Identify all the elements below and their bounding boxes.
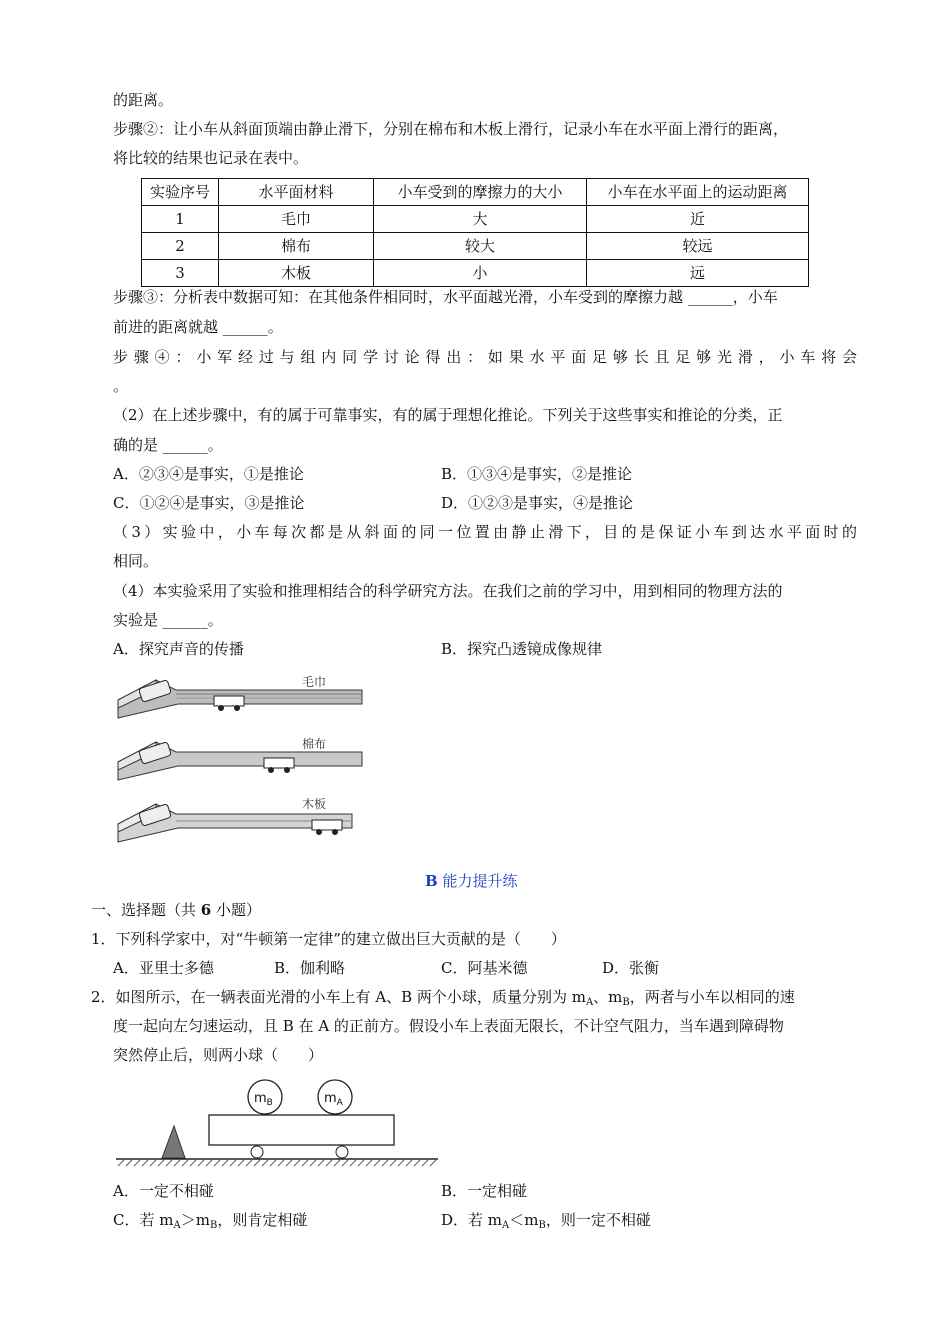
ramp-experiment-figure (116, 668, 366, 858)
cart-balls-figure (114, 1076, 440, 1172)
mc2-line1-pre: 2．如图所示，在一辆表面光滑的小车上有 A、B 两个小球，质量分别为 m (91, 988, 586, 1006)
mc2-opt-d-mid: ＜m (509, 1211, 539, 1229)
section-heading (91, 899, 261, 921)
q2-option-c: C．①②④是事实，③是推论 (113, 494, 305, 512)
q2-line2: 确的是 ______。 (113, 436, 223, 454)
q4-option-b: B．探究凸透镜成像规律 (441, 640, 603, 658)
mc2-line2: 度一起向左匀速运动，且 B 在 A 的正前方。假设小车上表面无限长，不计空气阻力，当车遇到障碍物 (113, 1017, 784, 1035)
table-cell: 较远 (587, 233, 809, 260)
ramp-label: 木板 (302, 797, 327, 811)
q2-option-b: B．①③④是事实，②是推论 (441, 465, 633, 483)
mc2-opt-d-post: ，则一定不相碰 (545, 1211, 651, 1229)
ground-hatch (118, 1160, 436, 1166)
step3-line2: 前进的距离就越 ______。 (113, 318, 283, 336)
step2-line2: 将比较的结果也记录在表中。 (113, 149, 309, 167)
table-cell: 远 (587, 260, 809, 287)
ramp-label: 棉布 (302, 737, 327, 751)
section-heading-suffix: 小题） (216, 901, 262, 919)
mc2-option-d (441, 1209, 651, 1237)
table-header: 水平面材料 (219, 179, 374, 206)
mc2-comma: 、m (593, 988, 623, 1006)
mc2-opt-d-sub1: A (502, 1220, 510, 1231)
ball-a-label: $m_A$ (324, 1091, 343, 1108)
ramp-cotton (118, 736, 362, 780)
intro-line: 的距离。 (113, 91, 174, 109)
mc2-opt-c-sub1: A (173, 1220, 181, 1231)
mc2-opt-c-post: ，则肯定相碰 (217, 1211, 308, 1229)
q4-line2: 实验是 ______。 (113, 611, 223, 629)
table-cell: 2 (142, 233, 219, 260)
table-cell: 小 (374, 260, 587, 287)
step4-line2: 。 (113, 377, 129, 395)
q4-option-a: A．探究声音的传播 (113, 640, 244, 658)
step4-line1: 步骤④：小军经过与组内同学讨论得出：如果水平面足够长且足够光滑，小车将会 (113, 348, 857, 366)
q2-option-a: A．②③④是事实，①是推论 (113, 465, 304, 483)
table-row (142, 260, 809, 287)
q2-option-d: D．①②③是事实，④是推论 (441, 494, 634, 512)
mc2-opt-c-sub2: B (209, 1220, 218, 1231)
q3-line2: 相同。 (113, 552, 159, 570)
section-heading-count: 6 (200, 901, 212, 919)
step2-line1: 步骤②：让小车从斜面顶端由静止滑下，分别在棉布和木板上滑行，记录小车在水平面上滑行的距离， (113, 120, 789, 138)
table-cell: 棉布 (219, 233, 374, 260)
wheel (251, 1146, 263, 1158)
ramp-towel (118, 674, 362, 718)
table-cell: 3 (142, 260, 219, 287)
ball-b-label: $m_B$ (254, 1091, 273, 1108)
mc2-option-b: B．一定相碰 (441, 1182, 528, 1200)
q3-line1: （3）实验中，小车每次都是从斜面的同一位置由静止滑下，目的是保证小车到达水平面时的 (113, 523, 857, 541)
table-cell: 较大 (374, 233, 587, 260)
mc2-option-c (113, 1209, 307, 1237)
section-b-text: 能力提升练 (442, 872, 518, 890)
table-cell: 大 (374, 206, 587, 233)
step3-line1: 步骤③：分析表中数据可知：在其他条件相同时，水平面越光滑，小车受到的摩擦力越 ______，小车 (113, 288, 778, 306)
section-heading-prefix: 一、选择题（共 (91, 901, 197, 919)
mc2-line1 (91, 986, 795, 1014)
table-header: 小车受到的摩擦力的大小 (374, 179, 587, 206)
ramp-label: 毛巾 (302, 675, 327, 689)
cart-body (209, 1115, 394, 1145)
ramp-wood (118, 796, 352, 842)
mc2-sub-a: A (585, 997, 594, 1008)
table-header: 小车在水平面上的运动距离 (587, 179, 809, 206)
table-cell: 1 (142, 206, 219, 233)
table-row (142, 233, 809, 260)
obstacle (162, 1126, 185, 1158)
section-b-title (425, 870, 517, 892)
experiment-table (141, 178, 809, 287)
mc1-option-b: B．伽利略 (274, 959, 346, 977)
table-header-row (142, 179, 809, 206)
mc1-option-c: C．阿基米德 (441, 959, 528, 977)
section-b-letter: B (425, 872, 438, 890)
table-cell: 毛巾 (219, 206, 374, 233)
mc1-option-d: D．张衡 (602, 959, 660, 977)
mc2-opt-d-sub2: B (538, 1220, 546, 1231)
q2-line1: （2）在上述步骤中，有的属于可靠事实，有的属于理想化推论。下列关于这些事实和推论的分类，正 (113, 406, 783, 424)
mc1-stem: 1．下列科学家中，对“牛顿第一定律”的建立做出巨大贡献的是（ ） (91, 930, 566, 948)
table-row (142, 206, 809, 233)
table-header: 实验序号 (142, 179, 219, 206)
table-cell: 木板 (219, 260, 374, 287)
mc2-opt-d-pre: D．若 m (441, 1211, 503, 1229)
mc2-line3: 突然停止后，则两小球（ ） (113, 1046, 324, 1064)
mc2-opt-c-pre: C．若 m (113, 1211, 174, 1229)
wheel (336, 1146, 348, 1158)
mc2-option-a: A．一定不相碰 (113, 1182, 214, 1200)
table-cell: 近 (587, 206, 809, 233)
mc2-line1-post: ，两者与小车以相同的速 (629, 988, 795, 1006)
mc2-sub-b: B (622, 997, 630, 1008)
q4-line1: （4）本实验采用了实验和推理相结合的科学研究方法。在我们之前的学习中，用到相同的物理方法的 (113, 582, 783, 600)
mc1-option-a: A．亚里士多德 (113, 959, 214, 977)
mc2-opt-c-mid: ＞m (180, 1211, 210, 1229)
